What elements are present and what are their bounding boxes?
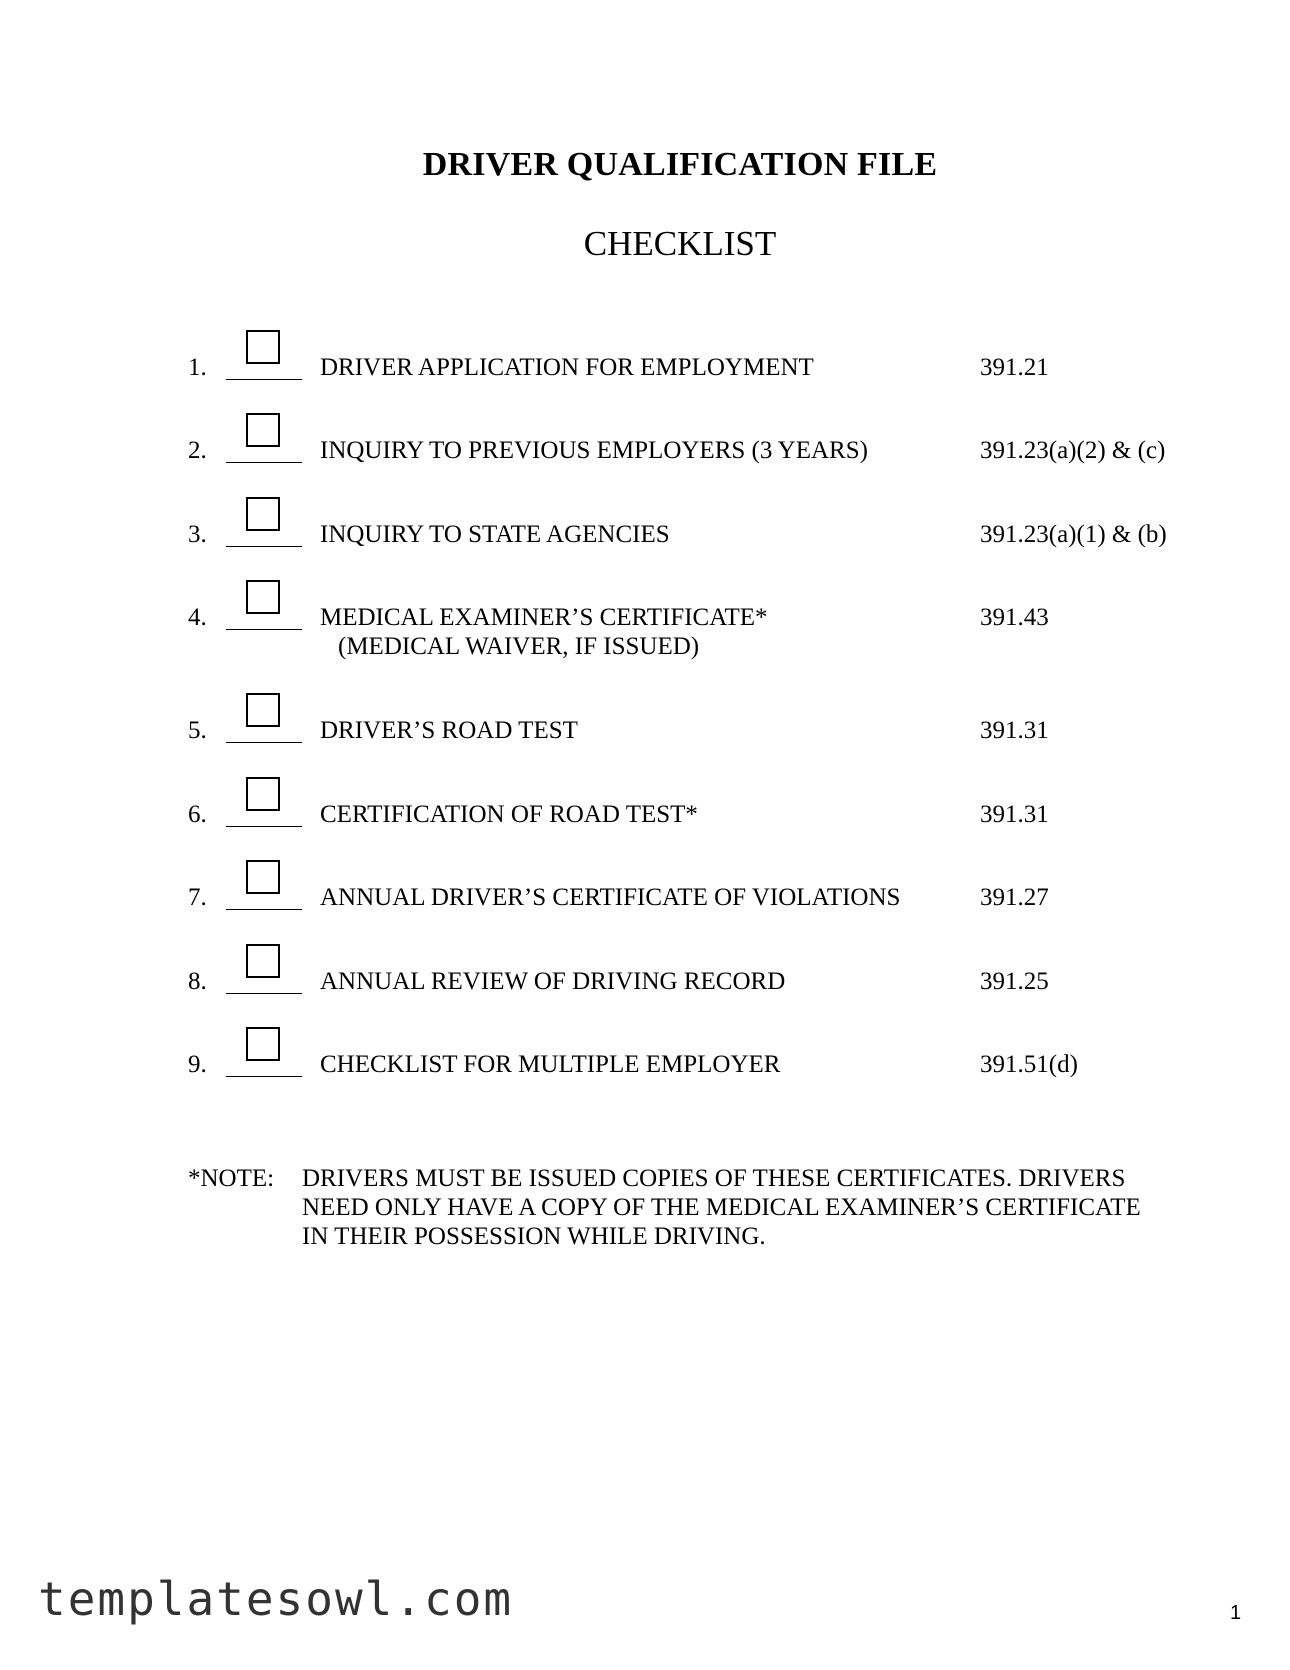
item-label: DRIVER APPLICATION FOR EMPLOYMENT — [320, 354, 814, 381]
note-line: IN THEIR POSSESSION WHILE DRIVING. — [302, 1223, 766, 1250]
regulation-code: 391.43 — [980, 604, 1049, 631]
checkbox[interactable] — [246, 413, 280, 447]
checkbox[interactable] — [246, 1027, 280, 1061]
item-number: 9. — [188, 1051, 207, 1078]
item-label: CHECKLIST FOR MULTIPLE EMPLOYER — [320, 1051, 781, 1078]
item-label: INQUIRY TO PREVIOUS EMPLOYERS (3 YEARS) — [320, 437, 868, 464]
regulation-code: 391.23(a)(2) & (c) — [980, 437, 1166, 464]
regulation-code: 391.31 — [980, 717, 1049, 744]
checkbox[interactable] — [246, 497, 280, 531]
item-number: 3. — [188, 521, 207, 548]
item-label: MEDICAL EXAMINER’S CERTIFICATE* — [320, 604, 768, 631]
checklist-item — [0, 330, 1290, 390]
checkbox-line — [226, 330, 302, 380]
regulation-code: 391.31 — [980, 801, 1049, 828]
item-number: 7. — [188, 884, 207, 911]
checklist-item — [0, 777, 1290, 837]
checkbox[interactable] — [246, 330, 280, 364]
item-label: CERTIFICATION OF ROAD TEST* — [320, 801, 698, 828]
checklist-item — [0, 413, 1290, 473]
page-subtitle: CHECKLIST — [583, 224, 777, 263]
checkbox-line — [226, 497, 302, 547]
checklist-item — [0, 580, 1290, 670]
item-number: 6. — [188, 801, 207, 828]
regulation-code: 391.27 — [980, 884, 1049, 911]
checkbox-line — [226, 1027, 302, 1077]
item-sublabel: (MEDICAL WAIVER, IF ISSUED) — [338, 633, 700, 660]
checkbox[interactable] — [246, 693, 280, 727]
checklist-item — [0, 860, 1290, 920]
page-number: 1 — [1230, 1602, 1242, 1624]
checkbox-line — [226, 413, 302, 463]
note-line: NEED ONLY HAVE A COPY OF THE MEDICAL EXAMINER’S CERTIFICATE — [302, 1194, 1141, 1221]
checkbox-line — [226, 944, 302, 994]
item-label: ANNUAL REVIEW OF DRIVING RECORD — [320, 968, 786, 995]
watermark: templatesowl.com — [38, 1572, 514, 1626]
checkbox-line — [226, 777, 302, 827]
note-text — [302, 1164, 1202, 1251]
note-line: DRIVERS MUST BE ISSUED COPIES OF THESE CERTIFICATES. DRIVERS — [302, 1165, 1126, 1192]
checkbox[interactable] — [246, 944, 280, 978]
item-label: DRIVER’S ROAD TEST — [320, 717, 578, 744]
item-label: ANNUAL DRIVER’S CERTIFICATE OF VIOLATIONS — [320, 884, 901, 911]
regulation-code: 391.21 — [980, 354, 1049, 381]
checkbox-line — [226, 860, 302, 910]
item-number: 8. — [188, 968, 207, 995]
item-number: 1. — [188, 354, 207, 381]
checklist-item — [0, 944, 1290, 1004]
item-label: INQUIRY TO STATE AGENCIES — [320, 521, 670, 548]
checkbox-line — [226, 693, 302, 743]
checkbox[interactable] — [246, 777, 280, 811]
checklist-item — [0, 497, 1290, 557]
page-title: DRIVER QUALIFICATION FILE — [422, 146, 938, 183]
checkbox[interactable] — [246, 580, 280, 614]
item-number: 4. — [188, 604, 207, 631]
item-number: 5. — [188, 717, 207, 744]
checkbox[interactable] — [246, 860, 280, 894]
checklist-item — [0, 693, 1290, 753]
regulation-code: 391.23(a)(1) & (b) — [980, 521, 1167, 548]
checklist-item — [0, 1027, 1290, 1087]
item-number: 2. — [188, 437, 207, 464]
note-label: *NOTE: — [188, 1165, 275, 1192]
checkbox-line — [226, 580, 302, 630]
regulation-code: 391.25 — [980, 968, 1049, 995]
regulation-code: 391.51(d) — [980, 1051, 1078, 1078]
